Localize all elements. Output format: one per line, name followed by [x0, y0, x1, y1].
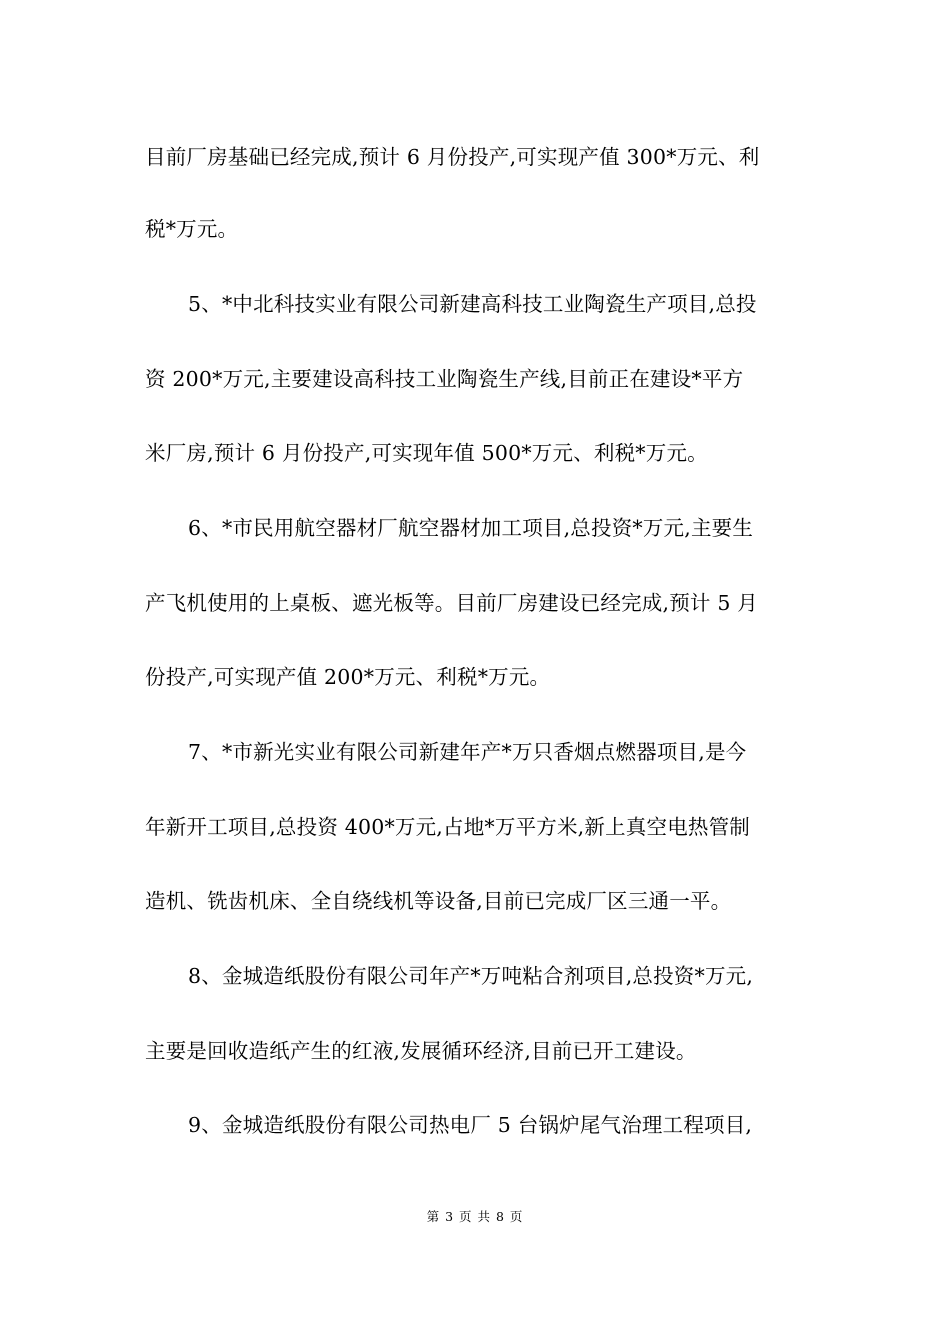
body-line-7: 产飞机使用的上桌板、遮光板等。目前厂房建设已经完成,预计 5 月 — [145, 591, 758, 615]
body-line-9: 7、*市新光实业有限公司新建年产*万只香烟点燃器项目,是今 — [188, 740, 747, 764]
body-line-6: 6、*市民用航空器材厂航空器材加工项目,总投资*万元,主要生 — [188, 516, 754, 540]
body-line-13: 主要是回收造纸产生的红液,发展循环经济,目前已开工建设。 — [145, 1039, 697, 1063]
body-line-2: 税*万元。 — [145, 217, 239, 241]
body-line-11: 造机、铣齿机床、全自绕线机等设备,目前已完成厂区三通一平。 — [145, 889, 732, 913]
body-line-12: 8、金城造纸股份有限公司年产*万吨粘合剂项目,总投资*万元, — [188, 964, 754, 988]
body-line-14: 9、金城造纸股份有限公司热电厂 5 台锅炉尾气治理工程项目, — [188, 1113, 753, 1137]
body-line-8: 份投产,可实现产值 200*万元、利税*万元。 — [145, 665, 551, 689]
body-line-4: 资 200*万元,主要建设高科技工业陶瓷生产线,目前正在建设*平方 — [145, 367, 744, 391]
body-line-1: 目前厂房基础已经完成,预计 6 月份投产,可实现产值 300*万元、利 — [145, 145, 760, 169]
body-line-3: 5、*中北科技实业有限公司新建高科技工业陶瓷生产项目,总投 — [188, 292, 757, 316]
body-line-5: 米厂房,预计 6 月份投产,可实现年值 500*万元、利税*万元。 — [145, 441, 708, 465]
page-number-footer: 第 3 页 共 8 页 — [426, 1209, 524, 1224]
body-line-10: 年新开工项目,总投资 400*万元,占地*万平方米,新上真空电热管制 — [145, 815, 750, 839]
